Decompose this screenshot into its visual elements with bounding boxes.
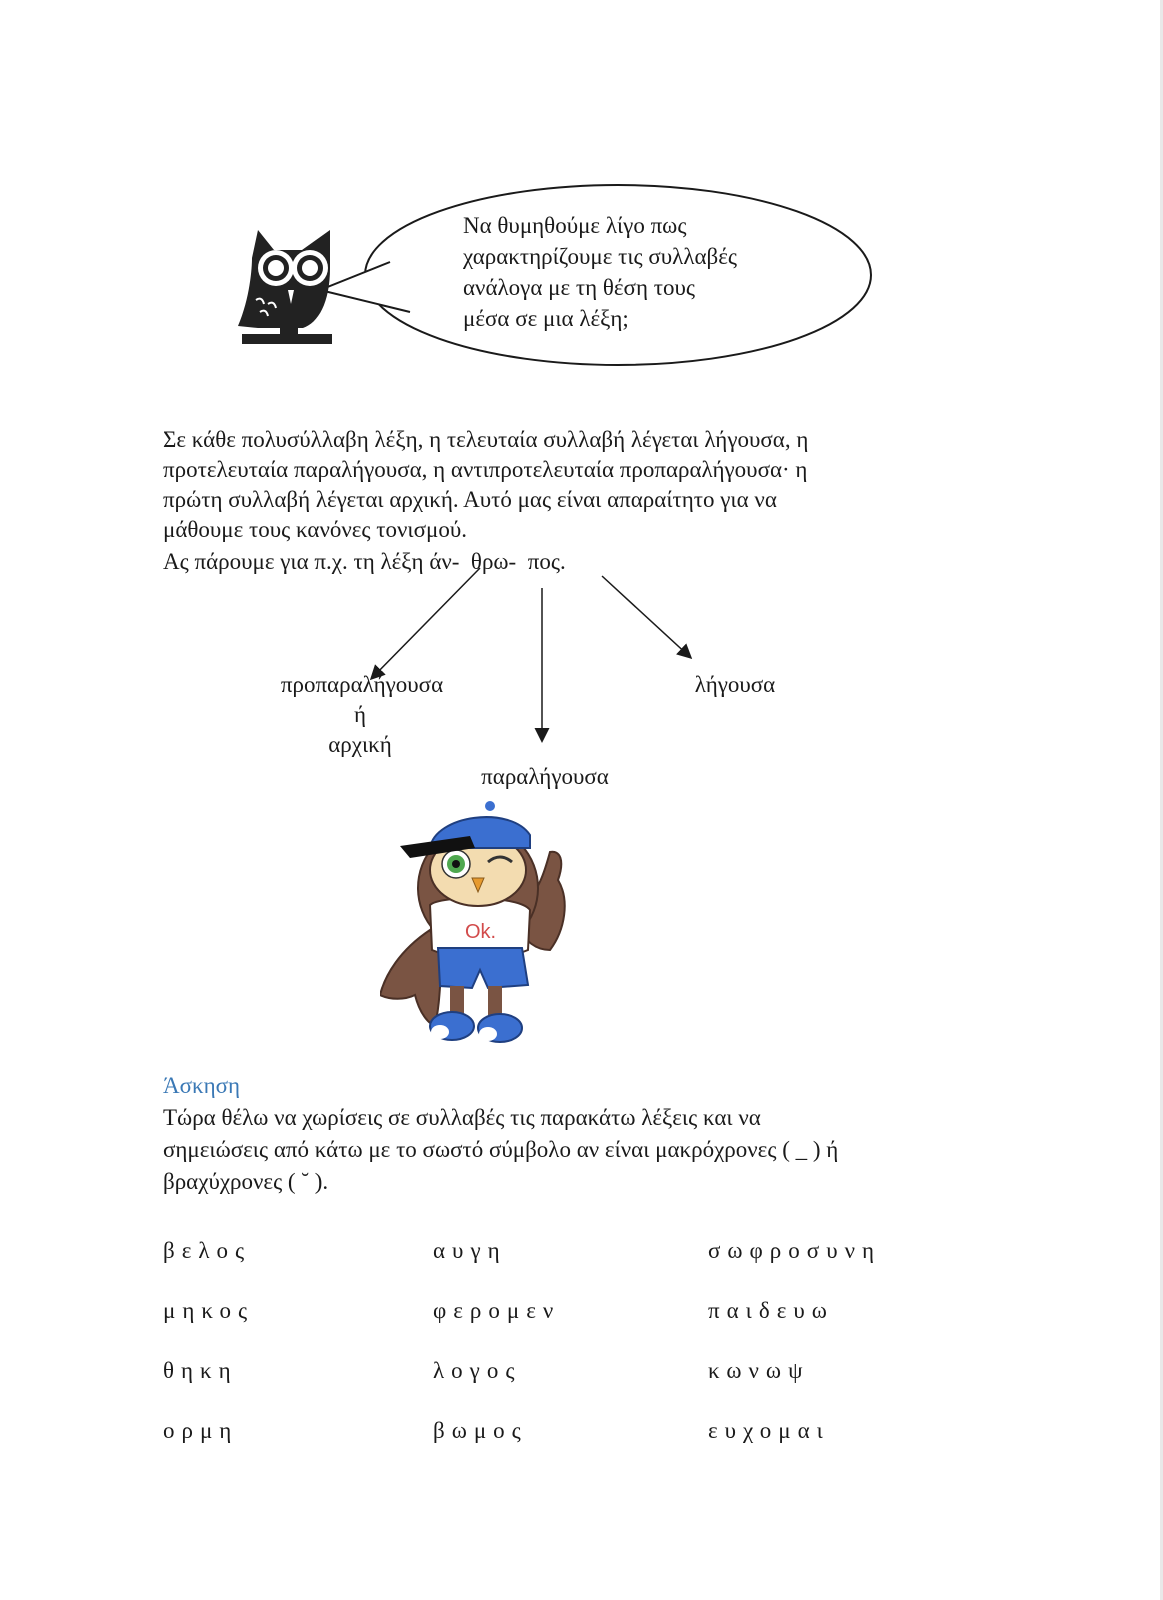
- exercise-word: βωμος: [433, 1418, 528, 1443]
- exercise-word: βελος: [163, 1238, 252, 1263]
- label-or: ή: [353, 702, 367, 727]
- example-word-line: Ας πάρουμε για π.χ. τη λέξη άν- θρω- πος.: [163, 549, 566, 574]
- arrow-ultimate: [602, 576, 690, 657]
- exercise-word: ορμη: [163, 1418, 239, 1443]
- label-penult: παραλήγουσα: [481, 764, 609, 789]
- exercise-word: θηκη: [163, 1358, 238, 1383]
- exercise-word: φερομεν: [433, 1298, 561, 1323]
- label-ultimate: λήγουσα: [694, 672, 776, 697]
- exercise-word: σωφροσυνη: [708, 1238, 882, 1263]
- mascot-shirt-text: Ok.: [465, 921, 497, 943]
- exercise-word: λογος: [433, 1358, 522, 1383]
- exercise-instructions: Τώρα θέλω να χωρίσεις σε συλλαβές τις παρακάτω λέξεις και να σημειώσεις από κάτω με το σωστό σύμβολο αν είναι μακρόχρονες ( _ ) ή βραχύχρονες ( ˘ ).: [163, 1105, 839, 1194]
- exercise-word: κωνωψ: [708, 1358, 810, 1383]
- intro-paragraph: Σε κάθε πολυσύλλαβη λέξη, η τελευταία συλλαβή λέγεται λήγουσα, η προτελευταία παραλήγουσα, η αντιπροτελευταία προπαραλήγουσα· η πρώτη συλλαβή λέγεται αρχική. Αυτό μας είναι απαραίτητο για να μάθουμε τους κανόνες τονισμού.: [163, 427, 809, 542]
- mascot-owl-image: [380, 800, 580, 1065]
- exercise-word: παιδευω: [708, 1298, 834, 1323]
- exercise-word: ευχομαι: [708, 1418, 830, 1443]
- exercise-title: Άσκηση: [163, 1073, 241, 1098]
- label-antepenult: προπαραλήγουσα: [280, 672, 444, 697]
- arrow-antepenult: [372, 568, 480, 678]
- exercise-word: μηκος: [163, 1298, 255, 1323]
- speech-bubble-text: Να θυμηθούμε λίγο πως χαρακτηρίζουμε τις συλλαβές ανάλογα με τη θέση τους μέσα σε μια λέξη;: [463, 213, 738, 331]
- label-initial: αρχική: [328, 732, 392, 757]
- exercise-word: αυγη: [433, 1238, 507, 1263]
